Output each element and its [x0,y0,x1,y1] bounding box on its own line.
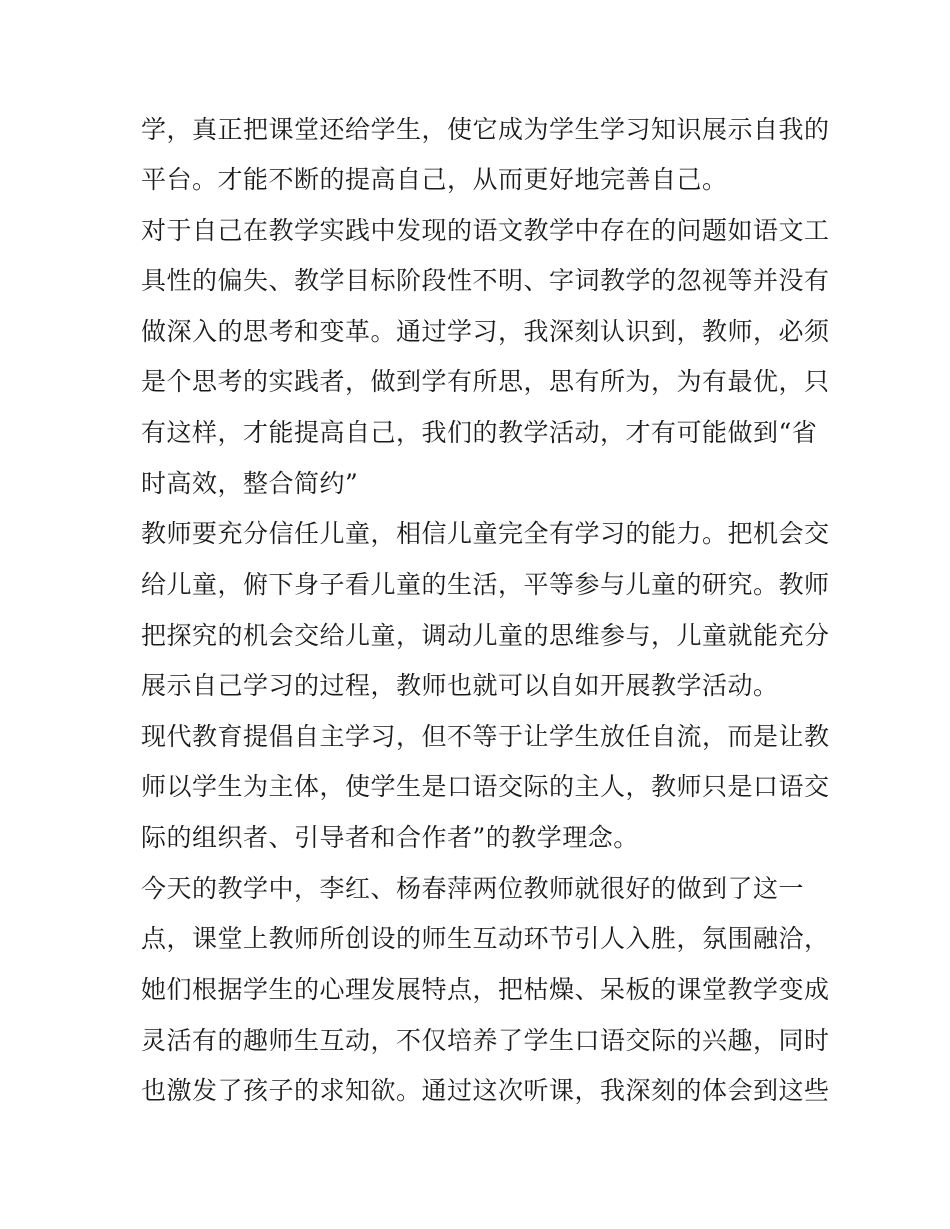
text-line: 做深入的思考和变革。通过学习，我深刻认识到，教师，必须 [141,317,830,346]
text-line: 现代教育提倡自主学习，但不等于让学生放任自流，而是让教 [141,722,830,751]
text-line: 她们根据学生的心理发展特点，把枯燥、呆板的课堂教学变成 [141,975,830,1004]
text-line: 点，课堂上教师所创设的师生互动环节引人入胜，氛围融洽， [141,924,830,953]
text-line: 是个思考的实践者，做到学有所思，思有所为，为有最优，只 [141,367,830,396]
text-line: 有这样，才能提高自己，我们的教学活动，才有可能做到“省 [141,418,818,447]
text-line: 师以学生为主体，使学生是口语交际的主人，教师只是口语交 [141,772,830,801]
text-line: 时高效，整合简约” [141,469,359,498]
text-line: 今天的教学中，李红、杨春萍两位教师就很好的做到了这一 [141,874,805,903]
text-line: 平台。才能不断的提高自己，从而更好地完善自己。 [141,165,728,194]
text-line: 际的组织者、引导者和合作者”的教学理念。 [141,823,639,852]
text-line: 灵活有的趣师生互动，不仅培养了学生口语交际的兴趣，同时 [141,1026,830,1055]
text-line: 把探究的机会交给儿童，调动儿童的思维参与，儿童就能充分 [141,621,830,650]
text-line: 教师要充分信任儿童，相信儿童完全有学习的能力。把机会交 [141,519,830,548]
text-line: 给儿童，俯下身子看儿童的生活，平等参与儿童的研究。教师 [141,570,830,599]
text-line: 也激发了孩子的求知欲。通过这次听课，我深刻的体会到这些 [141,1076,830,1105]
text-line: 学，真正把课堂还给学生，使它成为学生学习知识展示自我的 [141,115,830,144]
text-line: 具性的偏失、教学目标阶段性不明、字词教学的忽视等并没有 [141,266,830,295]
text-line: 展示自己学习的过程，教师也就可以自如开展教学活动。 [141,671,779,700]
text-line: 对于自己在教学实践中发现的语文教学中存在的问题如语文工 [141,216,830,245]
